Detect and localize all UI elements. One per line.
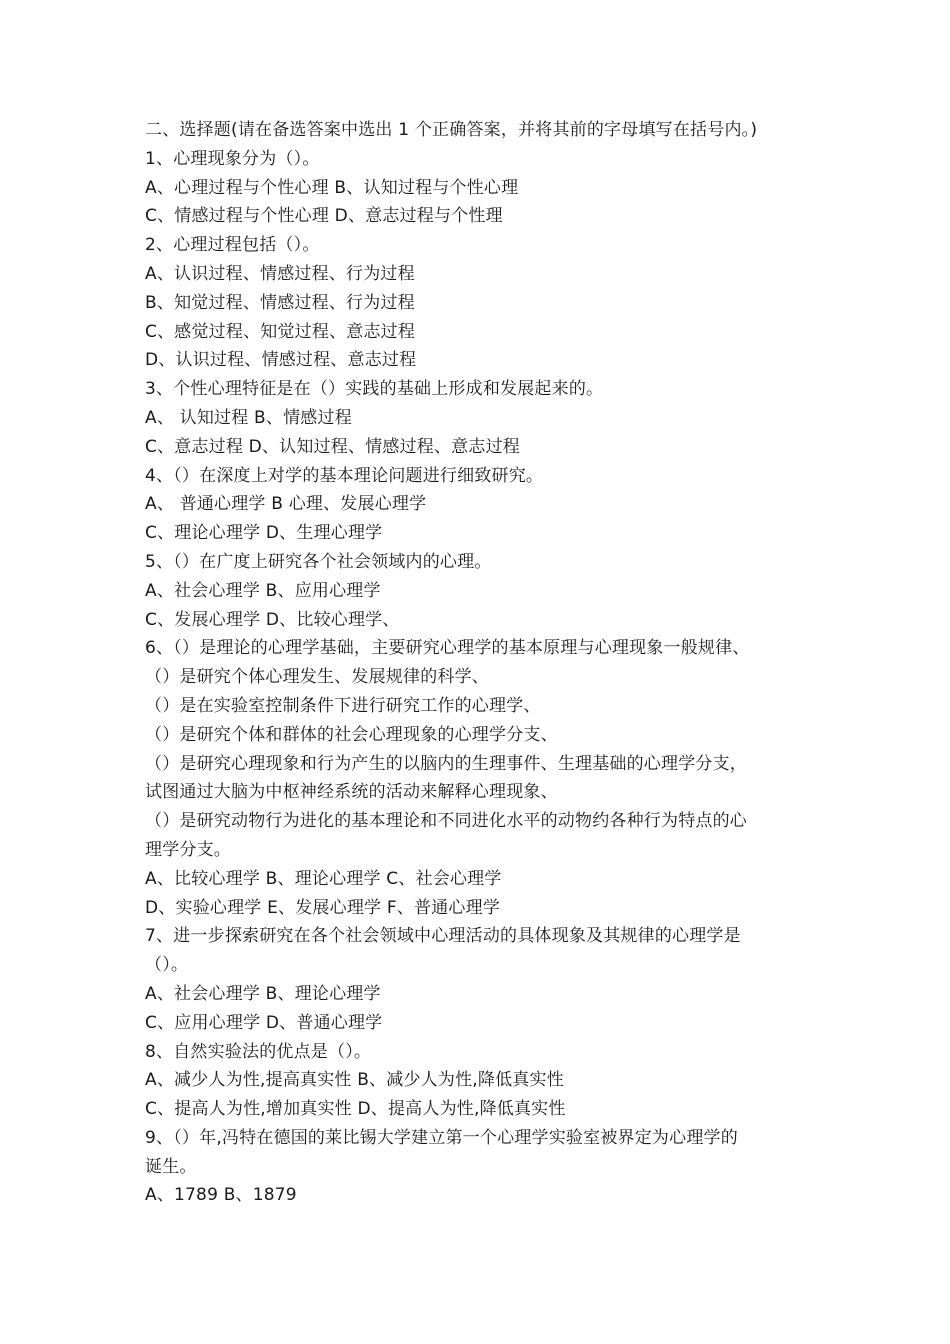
question-2-option-c: C、感觉过程、知觉过程、意志过程 (145, 321, 416, 342)
question-3-options-ab: A、 认知过程 B、情感过程 (145, 407, 352, 428)
question-5-options-cd: C、发展心理学 D、比较心理学、 (145, 609, 400, 630)
question-6-line-3: （）是在实验室控制条件下进行研究工作的心理学、 (145, 695, 541, 716)
question-2: 2、心理过程包括（）。 (145, 235, 320, 256)
question-6-options-abc: A、比较心理学 B、理论心理学 C、社会心理学 (145, 868, 502, 889)
question-2-option-a: A、认识过程、情感过程、行为过程 (145, 263, 415, 284)
question-6-line-5: （）是研究心理现象和行为产生的以脑内的生理事件、生理基础的心理学分支， (145, 753, 747, 774)
question-3: 3、个性心理特征是在（）实践的基础上形成和发展起来的。 (145, 379, 604, 400)
question-6-line-7: （）是研究动物行为进化的基本理论和不同进化水平的动物约各种行为特点的心 (145, 811, 747, 832)
question-7-options-ab: A、社会心理学 B、理论心理学 (145, 983, 381, 1004)
question-6-line-2: （）是研究个体心理发生、发展规律的科学、 (145, 667, 489, 688)
question-8-options-cd: C、提高人为性,增加真实性 D、提高人为性,降低真实性 (145, 1099, 566, 1120)
question-1: 1、心理现象分为（）。 (145, 148, 320, 169)
section-heading: 二、选择题(请在备选答案中选出 1 个正确答案，并将其前的字母填写在括号内。) (145, 120, 758, 140)
question-8-options-ab: A、减少人为性,提高真实性 B、减少人为性,降低真实性 (145, 1070, 564, 1091)
question-9-line-2: 诞生。 (145, 1156, 197, 1177)
question-1-options-ab: A、心理过程与个性心理 B、认知过程与个性心理 (145, 177, 519, 198)
question-5: 5、（）在广度上研究各个社会领域内的心理。 (145, 551, 492, 572)
question-4-options-ab: A、 普通心理学 B 心理、发展心理学 (145, 494, 427, 515)
question-2-option-d: D、认识过程、情感过程、意志过程 (145, 350, 417, 371)
question-9-line-1: 9、（）年,冯特在德国的莱比锡大学建立第一个心理学实验室被界定为心理学的 (145, 1127, 738, 1148)
document-body (145, 116, 825, 1210)
question-4: 4、（）在深度上对学的基本理论问题进行细致研究。 (145, 465, 544, 486)
question-3-options-cd: C、意志过程 D、认知过程、情感过程、意志过程 (145, 436, 520, 457)
question-6-line-4: （）是研究个体和群体的社会心理现象的心理学分支、 (145, 724, 558, 745)
question-7-line-2: （）。 (145, 955, 189, 976)
question-7-line-1: 7、进一步探索研究在各个社会领域中心理活动的具体现象及其规律的心理学是 (145, 926, 741, 947)
question-1-options-cd: C、情感过程与个性心理 D、意志过程与个性理 (145, 206, 503, 227)
question-6-line-8: 理学分支。 (145, 839, 231, 860)
question-4-options-cd: C、理论心理学 D、生理心理学 (145, 523, 383, 544)
question-2-option-b: B、知觉过程、情感过程、行为过程 (145, 292, 415, 313)
question-9-options-ab: A、1789 B、1879 (145, 1185, 297, 1206)
question-6-line-6: 试图通过大脑为中枢神经系统的活动来解释心理现象、 (145, 782, 558, 803)
question-5-options-ab: A、社会心理学 B、应用心理学 (145, 580, 381, 601)
question-8: 8、自然实验法的优点是（）。 (145, 1041, 372, 1062)
question-6-options-def: D、实验心理学 E、发展心理学 F、普通心理学 (145, 897, 501, 918)
question-6-line-1: 6、（）是理论的心理学基础，主要研究心理学的基本原理与心理现象一般规律、 (145, 638, 750, 659)
question-7-options-cd: C、应用心理学 D、普通心理学 (145, 1012, 383, 1033)
